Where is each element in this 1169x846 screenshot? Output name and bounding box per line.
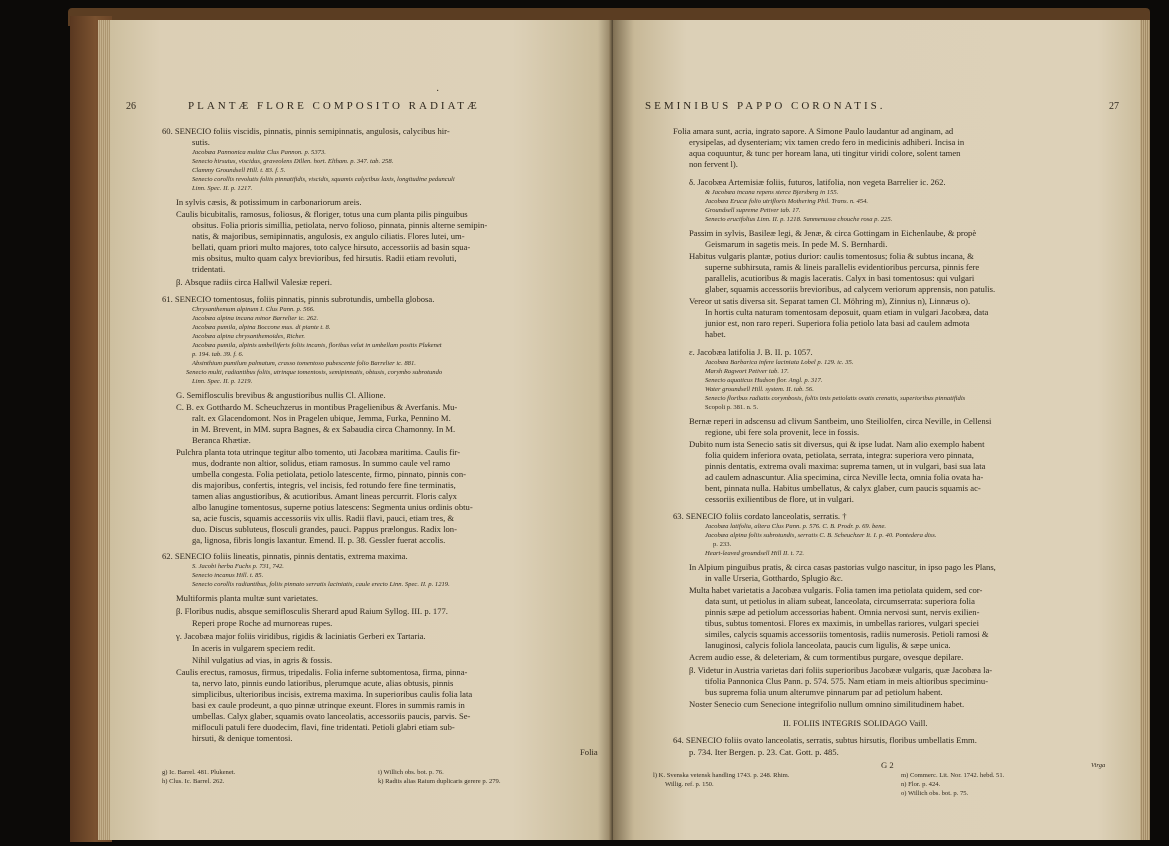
- text-line: in valle Urseria, Gotthardo, Splugio &c.: [705, 573, 843, 583]
- text-line: mis obsitus, multo quam calyx brevioribus, fed hirsutis. Radii etiam revoluti,: [192, 253, 457, 263]
- text-line: G 2: [881, 760, 894, 770]
- text-line: Jacobæa latifolia, altera Clus Pann. p. 576. C. B. Prodr. p. 69. bene.: [705, 523, 887, 530]
- text-line: Folia: [580, 747, 598, 757]
- text-line: tamen alias angustioribus, & acutioribus. Amant lineas percurrit. Floris calyx: [192, 491, 457, 501]
- text-line: δ. Jacobæa Artemisiæ foliis, futuros, latifolia, non vegeta Barrelier ic. 262.: [689, 177, 946, 187]
- text-line: Senecio corollis revolutis foliis pinnatifidis, viscidis, squamis calycibus laxis, longitudine pedunculi: [192, 176, 455, 183]
- text-line: Bernæ reperi in adscensu ad clivum Santbeim, uno Steiliolfen, circa Neville, in Cellensi: [689, 416, 992, 426]
- text-line: 61. SENECIO tomentosus, foliis pinnatis, pinnis subrotundis, umbella globosa.: [162, 294, 435, 304]
- text-line: Absinthium pumilum palmatum, crasso tomentoso pubescente folio Barrelier ic. 881.: [192, 360, 416, 367]
- text-line: bellati, quam priori multo majores, toto calyce hirsuto, accessoriis ad basin squa-: [192, 242, 471, 252]
- text-line: obsitus. Folia prioris simillia, petiolata, nervo folioso, pinnata, pinnis alterne semipin-: [192, 220, 488, 230]
- text-line: junior est, non raro reperi. Superiora folia petiolo lata basi ad caulem admota: [705, 318, 970, 328]
- text-line: Heart-leaved groundsell Hill II. t. 72.: [705, 550, 805, 557]
- text-line: lanuginosi, calycis foliola lanceolata, paucis cum ligulis, & sæpe unica.: [705, 640, 951, 650]
- text-line: hirsuti, & denique tomentosi.: [192, 733, 293, 743]
- text-line: Senecio aquaticus Hudson flor. Angl. p. 317.: [705, 377, 823, 384]
- text-line: simplicibus, ulterioribus incisis, extrema maxima. In superioribus caulis folia lata: [192, 689, 473, 699]
- text-line: tifolia Pannonica Clus Pann. p. 574. 575. Nam etiam in meis altioribus speciminu-: [705, 676, 989, 686]
- text-line: ga, lignosa, fibris longis laxantur. Emend. II. p. 38. Gessler fuerat accolis.: [192, 535, 446, 545]
- text-line: sa, acie fuscis, squamis accessoriis vix ullis. Radii flavi, pauci, etiam tres, &: [192, 513, 455, 523]
- text-line: l) K. Svenska vetensk handling 1743. p. 248. Rhim.: [653, 772, 790, 779]
- text-line: G. Semiflosculis brevibus & angustioribus nullis Cl. Allione.: [176, 390, 386, 400]
- text-line: n) Flor. p. 424.: [901, 781, 941, 788]
- text-line: data sunt, ut petiolus in aliam subeat, lanceolata, circumserrata: superiora folia: [705, 596, 975, 606]
- text-line: albo lanugine tomentosus, superne potius latescens: Segmenta unius ordinis obtu-: [192, 502, 473, 512]
- text-line: natis, & majoribus, semipinnatis, angulosis, ex angulo ciliatis. Flores lutei, um-: [192, 231, 465, 241]
- text-line: β. Floribus nudis, absque semiflosculis Sherard apud Raium Syllog. III. p. 177.: [176, 606, 448, 616]
- ink-dot: ·: [436, 86, 440, 97]
- text-line: Senecio floribus radiatis corymbosis, foliis imis petiolatis ovatis crenatis, superioribus pinnatifidis: [705, 395, 966, 402]
- text-line: Senecio erucifolius Linn. II. p. 1218. Sanmenussa chouche rosa p. 225.: [705, 216, 893, 223]
- text-line: ε. Jacobæa latifolia J. B. II. p. 1057.: [689, 347, 813, 357]
- page-number: 26: [126, 101, 136, 112]
- text-line: Beranca Rhætiæ.: [192, 435, 251, 445]
- text-line: Noster Senecio cum Senecione integrifolio nullum omnino similitudinem habet.: [689, 699, 965, 709]
- text-line: glaber, squamis accessoriis brevioribus, ad calycem veriorum apprensis, non patulis.: [705, 284, 996, 294]
- text-line: Jacobæa pumila, alpina Boccone mus. di piante t. 8.: [192, 324, 331, 331]
- running-head: SEMINIBUS PAPPO CORONATIS.: [645, 100, 886, 112]
- text-line: Senecio multi, radiantibus foliis, utrinque tomentosis, semipinnatis, obtusis, corymbo subrotundo: [186, 369, 443, 376]
- text-line: tibus, subtus tomentosi. Flores ex maximis, in umbellas rariores, vulgari speciei: [705, 618, 980, 628]
- text-line: Geismarum in sagetis meis. In pede M. S. Bernhardi.: [705, 239, 888, 249]
- text-line: ralt. ex Glacendomont. Nos in Pragelen ubique, Jemma, Furka, Pennino M.: [192, 413, 451, 423]
- text-line: In sylvis cæsis, & potissimum in carbonariorum areis.: [176, 197, 362, 207]
- text-line: Jacobæa pumila, alpinis umbelliferis foliis incanis, floribus velut in umbellam positis Plukenet: [192, 342, 442, 349]
- text-line: bus suprema folia unum alterumve pinnarum par ad petiolum habent.: [705, 687, 943, 697]
- text-line: Dubito num ista Senecio satis sit diversus, qui & ipse ludat. Nam alio exemplo habent: [689, 439, 985, 449]
- text-line: Folia amara sunt, acria, ingrato sapore. A Simone Paulo laudantur ad anginam, ad: [673, 126, 954, 136]
- text-line: p. 233.: [713, 541, 732, 548]
- text-line: Willig. ref. p. 150.: [665, 781, 714, 788]
- text-line: superne subhirsuta, ramis & lineis parallelis evidentioribus percursa, pinnis fere: [705, 262, 980, 272]
- text-line: Water groundsell Hill. system. II. tab. 56.: [705, 386, 814, 393]
- text-line: mus, dodrante non altior, solidus, etiam ramosus. In summo caule vel ramo: [192, 458, 451, 468]
- text-line: p. 734. Iter Bergen. p. 23. Cat. Gott. p. 485.: [689, 747, 839, 757]
- text-line: Linn. Spec. II. p. 1217.: [192, 185, 253, 192]
- text-line: umbella congesta. Folia petiolata, petiolo latescente, firmo, pinnato, pinnis con-: [192, 469, 466, 479]
- text-line: aqua coquuntur, & tunc per hoream lana, uti tingitur viridi colore, solent tamen: [689, 148, 961, 158]
- text-line: umbellas. Calyx glaber, squamis ovato lanceolatis, accessoriis paucis, parvis. Se-: [192, 711, 471, 721]
- text-line: γ. Jacobæa major foliis viridibus, rigidis & laciniatis Gerberi ex Tartaria.: [176, 631, 426, 641]
- text-line: basi ex caule prodeunt, a quo pinnæ utrinque exeunt. Flores in summis ramis in: [192, 700, 465, 710]
- text-line: II. FOLIIS INTEGRIS SOLIDAGO Vaill.: [783, 718, 928, 728]
- text-line: Jacobæa Pannonica multiæ Clus Pannon. p. 5373.: [192, 149, 326, 156]
- text-line: ta, nervo lato, pinnis eundo latioribus, plerumque acute, alias obtusis, pinnis: [192, 678, 454, 688]
- text-line: tridentati.: [192, 264, 226, 274]
- text-line: Multa habet varietatis a Jacobæa vulgaris. Folia tamen ima petiolata quidem, sed cor-: [689, 585, 983, 595]
- text-line: Caulis bicubitalis, ramosus, foliosus, & floriger, totus una cum planta pilis pinguibus: [176, 209, 468, 219]
- page-number: 27: [1109, 101, 1119, 112]
- text-line: Senecio corollis radiantibus, foliis pinnato serratis laciniatis, caule erecto Linn. Spec. II. p. 1219.: [192, 581, 450, 588]
- text-line: duo. Discus subluteus, flosculi grandes, pauci. Pappus prælongus. Radix lon-: [192, 524, 457, 534]
- text-line: Acrem audio esse, & deleteriam, & cum tormentibus purgare, ovesque depilare.: [689, 652, 964, 662]
- text-line: Scopoli p. 381. n. 5.: [705, 404, 759, 411]
- text-line: Nihil vulgatius ad vias, in agris & fossis.: [192, 655, 333, 665]
- text-line: 63. SENECIO foliis cordato lanceolatis, serratis. †: [673, 511, 847, 521]
- text-line: In aceris in vulgarem speciem redit.: [192, 643, 316, 653]
- text-line: Clammy Groundsell Hill. t. 83. f. 5.: [192, 167, 286, 174]
- text-line: Chrysanthemum alpinum I. Clus Pann. p. 566.: [192, 306, 315, 313]
- text-line: 62. SENECIO foliis lineatis, pinnatis, pinnis dentatis, extrema maxima.: [162, 551, 408, 561]
- text-line: dis majoribus, confertis, integris, vel incisis, fed rotundo fere fine terminatis,: [192, 480, 456, 490]
- text-line: m) Commerc. Lit. Nor. 1742. hebd. 51.: [901, 772, 1005, 779]
- text-line: sutis.: [192, 137, 210, 147]
- text-line: Marsh Ragwort Petiver tab. 17.: [705, 368, 789, 375]
- text-line: ad caulem adnascuntur. Alia specimina, circa Neville lecta, omnia folia ovata ha-: [705, 472, 984, 482]
- running-head: PLANTÆ FLORE COMPOSITO RADIATÆ: [188, 100, 480, 112]
- text-line: Vereor ut satis diversa sit. Separat tamen Cl. Möhring m), Zinnius n), Linnæus o).: [689, 296, 971, 306]
- text-line: pinnis dentatis, extrema ovali maxima: suprema tamen, ut in vulgari, basi sua lata: [705, 461, 986, 471]
- text-line: o) Willich obs. bot. p. 75.: [901, 790, 969, 797]
- right-page: [613, 20, 1140, 840]
- text-line: k) Radiis alias Raium duplicaris gerere p. 279.: [378, 778, 501, 785]
- text-line: i) Willich obs. bot. p. 76.: [378, 769, 444, 776]
- text-line: Passim in sylvis, Basileæ legi, & Jenæ, & circa Gottingam in Eichenlaube, & propè: [689, 228, 977, 238]
- text-line: Senecio incanus Hill. t. 85.: [192, 572, 264, 579]
- text-line: h) Clus. Ic. Barrel. 262.: [162, 778, 225, 785]
- text-line: g) Ic. Barrel. 481. Plukenet.: [162, 769, 236, 776]
- text-line: S. Jacobi herba Fuchs p. 731, 742.: [192, 563, 284, 570]
- text-line: Virga: [1091, 762, 1106, 769]
- text-line: Reperi prope Roche ad murnoreas rupes.: [192, 618, 333, 628]
- text-line: habet.: [705, 329, 726, 339]
- text-line: Jacobæa alpina foliis subrotundis, serratis C. B. Scheuchzer It. I. p. 40. Pontedera diss.: [705, 532, 937, 539]
- text-line: β. Absque radiis circa Hallwil Valesiæ reperi.: [176, 277, 332, 287]
- text-line: folia quidem inferiora ovata, petiolata, serrata, integra: superiora vero pinnata,: [705, 450, 974, 460]
- text-line: In hortis culta naturam tomentosam deposuit, quam etiam in vulgari Jacobæa, data: [705, 307, 989, 317]
- text-line: Pulchra planta tota utrinque tegitur albo tomento, uti Jacobæa maritima. Caulis fir-: [176, 447, 461, 457]
- text-line: in M. Brevent, in MM. supra Bagnes, & ex Sabaudia circa Chamonny. In M.: [192, 424, 456, 434]
- text-line: Jacobæa Barbarica infere laciniata Lobel p. 129. ic. 35.: [705, 359, 854, 366]
- text-line: Habitus vulgaris plantæ, potius durior: caulis tomentosus; folia & subtus incana, &: [689, 251, 974, 261]
- text-line: Groundsell supreme Petiver tab. 17.: [705, 207, 801, 214]
- text-line: mifloculi patuli fere duodecim, flavi, fine tridentati. Petioli glabri etiam sub-: [192, 722, 455, 732]
- text-line: regione, ubi fere sola provenit, lece in fossis.: [705, 427, 860, 437]
- text-line: Caulis erectus, ramosus, firmus, tripedalis. Folia inferne subtomentosa, firma, pinna-: [176, 667, 468, 677]
- text-line: parallelis, acutioribus & magis laceratis. Calyx in basi tomentosus: qui vulgari: [705, 273, 975, 283]
- left-page: [110, 20, 613, 840]
- text-line: Jacobæa Erucæ folio utrifloris Mothering Phil. Trans. n. 454.: [705, 198, 869, 205]
- text-line: Jacobæa alpina chrysanthemoides, Richer.: [192, 333, 305, 340]
- text-line: cessoriis exilientibus de flore, ut in vulgari.: [705, 494, 854, 504]
- text-line: C. B. ex Gotthardo M. Scheuchzerus in montibus Pragelienibus & Averfanis. Mu-: [176, 402, 458, 412]
- text-line: Senecio hirsutus, viscidus, graveolens Dillen. hort. Eltham. p. 347. tab. 258.: [192, 158, 394, 165]
- text-line: β. Videtur in Austria varietas dari foliis superioribus Jacobææ vulgaris, quæ Jacobæa la-: [689, 665, 993, 675]
- text-line: pinnis sæpe ad petiolum accessorias habent. Omnia nervosi sunt, nervis exilien-: [705, 607, 980, 617]
- text-line: non fervent l).: [689, 159, 738, 169]
- text-line: Jacobæa alpina incana minor Barrelier ic. 262.: [192, 315, 319, 322]
- text-line: bent, pinnata nulla. Habitus umbellatus, & calyx glaber, cum paucis squamis ac-: [705, 483, 981, 493]
- text-line: similes, calycis squamis accessoriis tomentosis, radiis numerosis. Petioli ramosi &: [705, 629, 989, 639]
- text-line: 64. SENECIO foliis ovato lanceolatis, serratis, subtus hirsutis, floribus umbellatis Emm.: [673, 735, 977, 745]
- text-line: & Jacobæa incana repens sterce Bjersberg in 155.: [705, 189, 839, 196]
- text-line: In Alpium pinguibus pratis, & circa casas pastorias vulgo nascitur, in ipso pago les Plans,: [689, 562, 996, 572]
- text-line: Linn. Spec. II. p. 1219.: [192, 378, 253, 385]
- text-line: 60. SENECIO foliis viscidis, pinnatis, pinnis semipinnatis, angulosis, calycibus hir-: [162, 126, 450, 136]
- text-line: Multiformis planta multæ sunt varietates.: [176, 593, 319, 603]
- text-line: erysipelas, ad dysenteriam; vix tamen credo fero in medicinis adhiberi. Incisa in: [689, 137, 965, 147]
- text-line: p. 194. tab. 39. f. 6.: [192, 351, 244, 358]
